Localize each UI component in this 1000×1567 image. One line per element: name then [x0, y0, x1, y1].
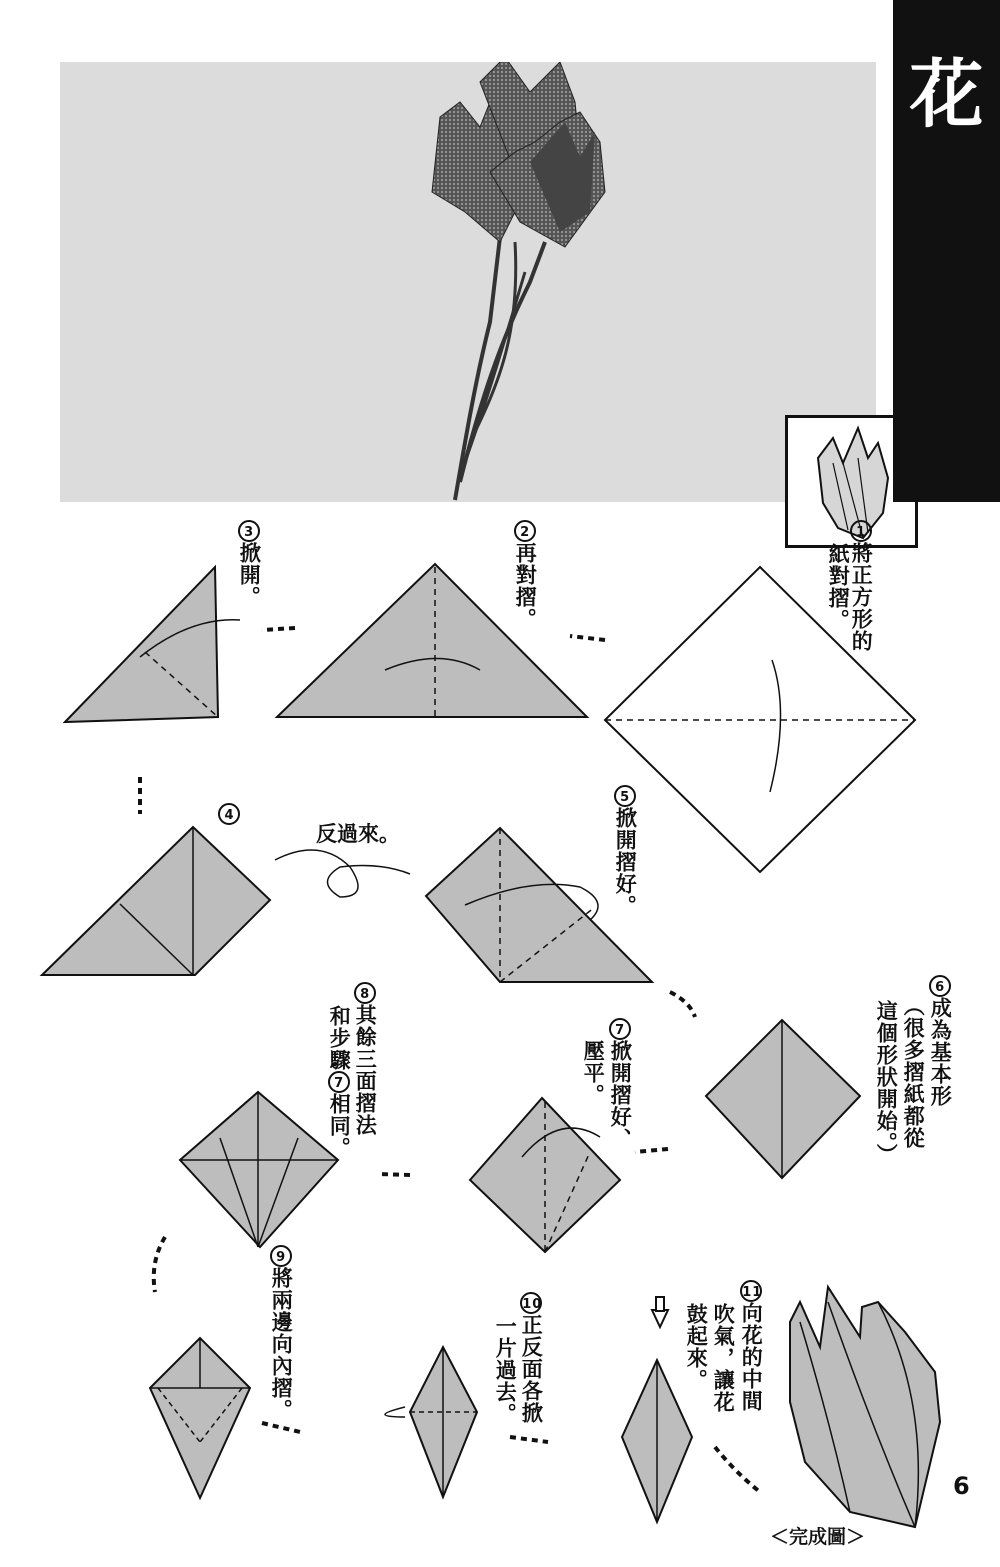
step8-ref-number: 7: [328, 1071, 350, 1093]
step5-number: 5: [614, 785, 636, 807]
step6-text-col2: （很多摺紙都從: [901, 995, 926, 1149]
step2-text: 再對摺。: [513, 542, 538, 630]
step8-label-col2: [326, 1005, 351, 1159]
step10-label: [518, 1292, 543, 1424]
page-number: 6: [953, 1472, 970, 1500]
step4-label: [218, 803, 240, 825]
step6-label-col3: [873, 1000, 898, 1166]
step3-label: [236, 520, 261, 608]
step11-label-col3: [683, 1303, 708, 1391]
finished-diagram-label: ＜完成圖＞: [770, 1526, 866, 1548]
step5-text: 掀開摺好。: [613, 807, 638, 917]
step2-triangle: [277, 564, 587, 717]
step8-text-col2: 和步驟: [327, 1005, 352, 1071]
step1-text-col1: 將正方形的: [849, 542, 874, 652]
step2-label: [512, 520, 537, 630]
step9-text: 將兩邊向內摺。: [269, 1267, 294, 1421]
step9-number: 9: [270, 1245, 292, 1267]
step9-label: [268, 1245, 293, 1421]
step10-number: 10: [520, 1292, 542, 1314]
step6-text-col3: 這個形狀開始。）: [874, 1000, 899, 1166]
flower-photo: [60, 62, 876, 502]
step8-shape: [180, 1092, 338, 1247]
step7-label: [607, 1018, 632, 1150]
step10-label-col2: [492, 1315, 517, 1425]
step11-text-col1: 向花的中間: [739, 1302, 764, 1412]
step8-number: 8: [354, 982, 376, 1004]
step6-label-col2: [900, 995, 925, 1149]
step3-number: 3: [238, 520, 260, 542]
step8-text-col1: 其餘三面摺法: [353, 1004, 378, 1136]
step1-number: 1: [850, 520, 872, 542]
turn-over-label: 反過來。: [316, 822, 400, 846]
origami-flower-image: [60, 62, 876, 502]
step3-shape: [65, 567, 218, 722]
step11-number: 11: [740, 1280, 762, 1302]
step1-label-col2: [825, 543, 850, 631]
step7-text-col1: 掀開摺好、: [608, 1040, 633, 1150]
step2-number: 2: [514, 520, 536, 542]
page-title: 花: [909, 52, 984, 138]
step1-label: [848, 520, 873, 652]
step3-text: 掀開。: [237, 542, 262, 608]
step4-number: 4: [218, 803, 240, 825]
step10-text-col2: 一片過去。: [493, 1315, 518, 1425]
step11-label: [738, 1280, 763, 1412]
step6-base-shape: [706, 1020, 860, 1178]
step6-text-col1: 成為基本形: [928, 997, 953, 1107]
step8-label: [352, 982, 377, 1136]
step7-text-col2: 壓平。: [581, 1040, 606, 1106]
step6-number: 6: [929, 975, 951, 997]
step6-label: [927, 975, 952, 1107]
step7-number: 7: [609, 1018, 631, 1040]
step1-text-col2: 紙對摺。: [826, 543, 851, 631]
step5-label: [612, 785, 637, 917]
title-bar: [893, 0, 1000, 502]
step11-text-col3: 鼓起來。: [684, 1303, 709, 1391]
step11-text-col2: 吹氣，讓花: [711, 1303, 736, 1413]
step10-text-col1: 正反面各掀: [519, 1314, 544, 1424]
step7-label-col2: [580, 1040, 605, 1106]
step11-label-col2: [710, 1303, 735, 1413]
step4-shape: [42, 827, 270, 975]
step8-text-col2b: 相同。: [327, 1093, 352, 1159]
